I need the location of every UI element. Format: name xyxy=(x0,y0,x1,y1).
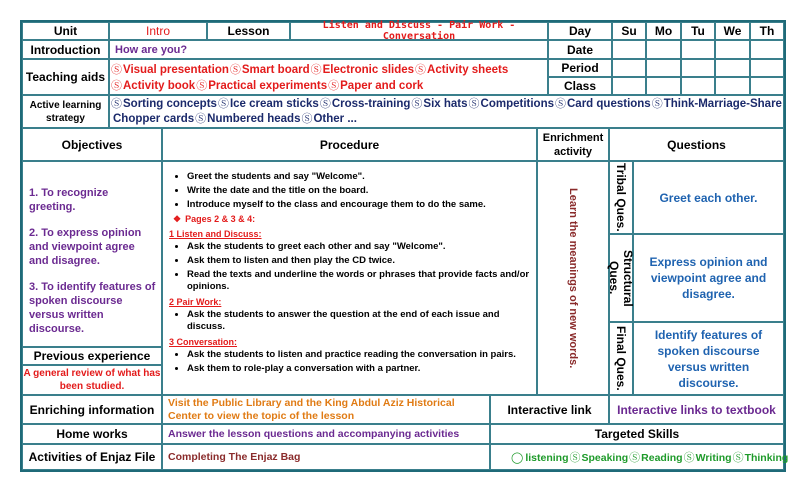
conversation-title: 3 Conversation: xyxy=(169,337,238,347)
class-label: Class xyxy=(548,77,612,95)
skill-item: Ⓢ Speaking xyxy=(568,449,628,465)
strategy-item: Ⓢ Card questions xyxy=(554,98,651,110)
previous-experience-value: A general review of what has been studied. xyxy=(22,365,162,395)
enjaz-value: Completing The Enjaz Bag xyxy=(162,444,490,470)
period-cell-mo xyxy=(646,59,681,77)
date-cell-mo xyxy=(646,40,681,59)
question-text-final: Identify features of spoken discourse versus written discourse. xyxy=(633,322,784,395)
objective-item: 2. To express opinion and viewpoint agree and disagree. xyxy=(29,227,142,267)
procedure-step: • Ask the students to listen and practice reading the conversation in pairs. xyxy=(187,349,530,361)
class-cell-th xyxy=(750,77,784,95)
active-learning-label: Active learning strategy xyxy=(22,95,109,128)
targeted-skills-list xyxy=(490,444,789,470)
objectives-header: Objectives xyxy=(22,128,162,161)
pages-label: Pages 2 & 3 & 4: xyxy=(185,214,256,224)
home-works-label: Home works xyxy=(22,424,162,444)
interactive-link-value[interactable]: Interactive links to textbook xyxy=(609,395,784,424)
skill-item: Ⓢ Thinking xyxy=(732,449,789,465)
procedure-header: Procedure xyxy=(162,128,537,161)
home-works-value: Answer the lesson questions and accompanying activities xyxy=(162,424,490,444)
skill-item: ◯ listening xyxy=(511,451,568,464)
questions-header: Questions xyxy=(609,128,784,161)
day-monday: Mo xyxy=(646,22,681,40)
question-type-label: Tribal Ques. xyxy=(614,163,628,232)
teaching-aid-item: Ⓢ Activity book xyxy=(110,80,195,92)
teaching-aids-list xyxy=(109,59,548,95)
listen-discuss-title: 1 Listen and Discuss: xyxy=(169,229,262,239)
unit-value: Intro xyxy=(109,22,207,40)
strategy-item: Ⓢ Sorting concepts xyxy=(110,98,217,110)
teaching-aid-item: Ⓢ Smart board xyxy=(229,64,310,76)
diamond-bullet-icon: ❖ xyxy=(173,214,182,224)
enriching-info-value: Visit the Public Library and the King Abdul Aziz Historical Center to view the topic of the lesson xyxy=(162,395,490,424)
question-type-structural xyxy=(609,234,633,322)
objective-item: 3. To identify features of spoken discourse versus written discourse. xyxy=(29,281,156,335)
procedure-cell xyxy=(162,161,537,395)
active-learning-list xyxy=(109,95,784,128)
class-cell-we xyxy=(715,77,750,95)
period-cell-tu xyxy=(681,59,715,77)
strategy-item: Ⓢ Six hats xyxy=(410,98,467,110)
previous-experience-label: Previous experience xyxy=(22,347,162,365)
day-label: Day xyxy=(548,22,612,40)
day-thursday: Th xyxy=(750,22,784,40)
strategy-item: Ⓢ Ice cream sticks xyxy=(217,98,319,110)
unit-label: Unit xyxy=(22,22,109,40)
teaching-aid-item: Ⓢ Visual presentation xyxy=(110,64,229,76)
procedure-step: • Ask them to role-play a conversation with a partner. xyxy=(187,363,530,375)
date-label: Date xyxy=(548,40,612,59)
enriching-info-label: Enriching information xyxy=(22,395,162,424)
strategy-item: Ⓢ Competitions xyxy=(468,98,554,110)
question-type-final xyxy=(609,322,633,395)
conversation-steps-list xyxy=(169,349,530,375)
procedure-step: • Introduce myself to the class and encourage them to do the same. xyxy=(187,199,530,211)
procedure-step: • Read the texts and underline the words or phrases that provide facts and/or opinions. xyxy=(187,269,530,293)
question-text-structural: Express opinion and viewpoint agree and disagree. xyxy=(633,234,784,322)
objective-item: 1. To recognize greeting. xyxy=(29,187,109,213)
strategy-item: Chopper cards xyxy=(113,113,195,125)
class-cell-su xyxy=(612,77,646,95)
day-sunday: Su xyxy=(612,22,646,40)
teaching-aid-item: Ⓢ Electronic slides xyxy=(310,64,414,76)
class-cell-mo xyxy=(646,77,681,95)
date-cell-th xyxy=(750,40,784,59)
procedure-step: • Greet the students and say "Welcome". xyxy=(187,171,530,183)
enjaz-label: Activities of Enjaz File xyxy=(22,444,162,470)
date-cell-su xyxy=(612,40,646,59)
question-type-tribal xyxy=(609,161,633,234)
introduction-value: How are you? xyxy=(109,40,548,59)
question-text-tribal: Greet each other. xyxy=(633,161,784,234)
period-cell-th xyxy=(750,59,784,77)
lesson-title: Listen and Discuss - Pair Work - Conversation xyxy=(290,22,548,40)
introduction-label: Introduction xyxy=(22,40,109,59)
period-cell-su xyxy=(612,59,646,77)
procedure-step: • Ask the students to greet each other and say "Welcome". xyxy=(187,241,530,253)
pair-steps-list xyxy=(169,309,530,333)
pair-work-title: 2 Pair Work: xyxy=(169,297,222,307)
enrichment-text: Learn the meanings of new words. xyxy=(567,187,579,369)
question-type-label: Structural Ques. xyxy=(607,249,635,307)
date-cell-tu xyxy=(681,40,715,59)
period-label: Period xyxy=(548,59,612,77)
procedure-step: • Ask them to listen and then play the CD twice. xyxy=(187,255,530,267)
date-cell-we xyxy=(715,40,750,59)
teaching-aid-item: Ⓢ Practical experiments xyxy=(195,80,327,92)
class-cell-tu xyxy=(681,77,715,95)
lesson-plan-table xyxy=(20,20,789,472)
strategy-item: Ⓢ Cross-training xyxy=(319,98,411,110)
enrichment-cell xyxy=(537,161,609,395)
listen-steps-list xyxy=(169,241,530,293)
skill-item: Ⓢ Writing xyxy=(683,449,732,465)
strategy-item: Ⓢ Numbered heads xyxy=(194,113,300,125)
procedure-step: • Ask the students to answer the question at the end of each issue and discuss. xyxy=(187,309,530,333)
procedure-step: • Write the date and the title on the board. xyxy=(187,185,530,197)
strategy-item: Ⓢ Other ... xyxy=(300,113,356,125)
interactive-link-label: Interactive link xyxy=(490,395,609,424)
day-tuesday: Tu xyxy=(681,22,715,40)
day-wednesday: We xyxy=(715,22,750,40)
enrichment-header: Enrichment activity xyxy=(537,128,609,161)
lesson-label: Lesson xyxy=(207,22,290,40)
pages-heading xyxy=(173,214,530,225)
targeted-skills-label: Targeted Skills xyxy=(490,424,784,444)
skill-item: Ⓢ Reading xyxy=(628,449,682,465)
strategy-item: Ⓢ Think-Marriage-Share xyxy=(651,98,782,110)
teaching-aid-item: Ⓢ Paper and cork xyxy=(327,80,423,92)
intro-steps-list xyxy=(169,171,530,211)
teaching-aid-item: Ⓢ Activity sheets xyxy=(414,64,508,76)
teaching-aids-label: Teaching aids xyxy=(22,59,109,95)
period-cell-we xyxy=(715,59,750,77)
question-type-label: Final Ques. xyxy=(614,326,628,391)
objectives-cell xyxy=(22,161,162,347)
